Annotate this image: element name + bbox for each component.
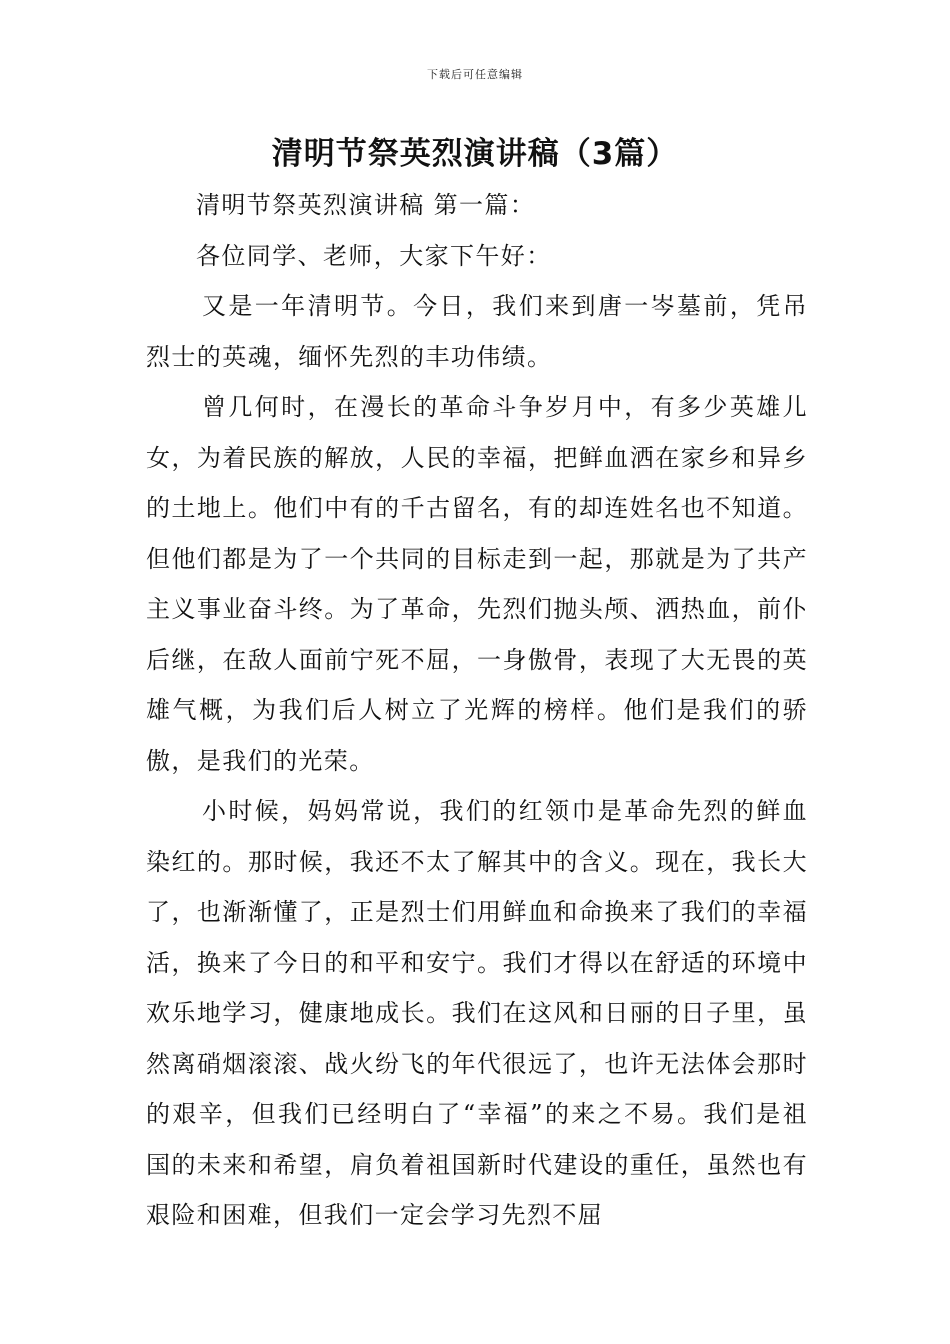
paragraph: 又是一年清明节。今日，我们来到唐一岑墓前，凭吊烈士的英魂，缅怀先烈的丰功伟绩。 bbox=[146, 292, 808, 371]
section-heading: 清明节祭英烈演讲稿 第一篇： bbox=[196, 191, 536, 219]
paragraph: 小时候，妈妈常说，我们的红领巾是革命先烈的鲜血染红的。那时候，我还不太了解其中的含义。现在，我长大了，也渐渐懂了，正是烈士们用鲜血和命换来了我们的幸福活，换来了今日的和平和安宁。我们才得以在舒适的环境中欢乐地学习，健康地成长。我们在这风和日丽的日子里，虽然离硝烟滚滚、战火纷飞的年代很远了，也许无法体会那时的艰辛，但我们已经明白了“幸福”的来之不易。我们是祖国的未来和希望，肩负着祖国新时代建设的重任，虽然也有艰险和困难，但我们一定会学习先烈不屈 bbox=[146, 797, 808, 1229]
salutation: 各位同学、老师，大家下午好： bbox=[196, 241, 552, 270]
paragraph: 曾几何时，在漫长的革命斗争岁月中，有多少英雄儿女，为着民族的解放，人民的幸福，把鲜血洒在家乡和异乡的土地上。他们中有的千古留名，有的却连姓名也不知道。但他们都是为了一个共同的目标走到一起，那就是为了共产主义事业奋斗终。为了革命，先烈们抛头颅、洒热血，前仆后继，在敌人面前宁死不屈，一身傲骨，表现了大无畏的英雄气概，为我们后人树立了光辉的榜样。他们是我们的骄傲，是我们的光荣。 bbox=[146, 393, 808, 775]
header-note: 下载后可任意编辑 bbox=[427, 68, 523, 81]
document-title: 清明节祭英烈演讲稿（3篇） bbox=[271, 136, 679, 172]
document-body bbox=[146, 180, 808, 1241]
